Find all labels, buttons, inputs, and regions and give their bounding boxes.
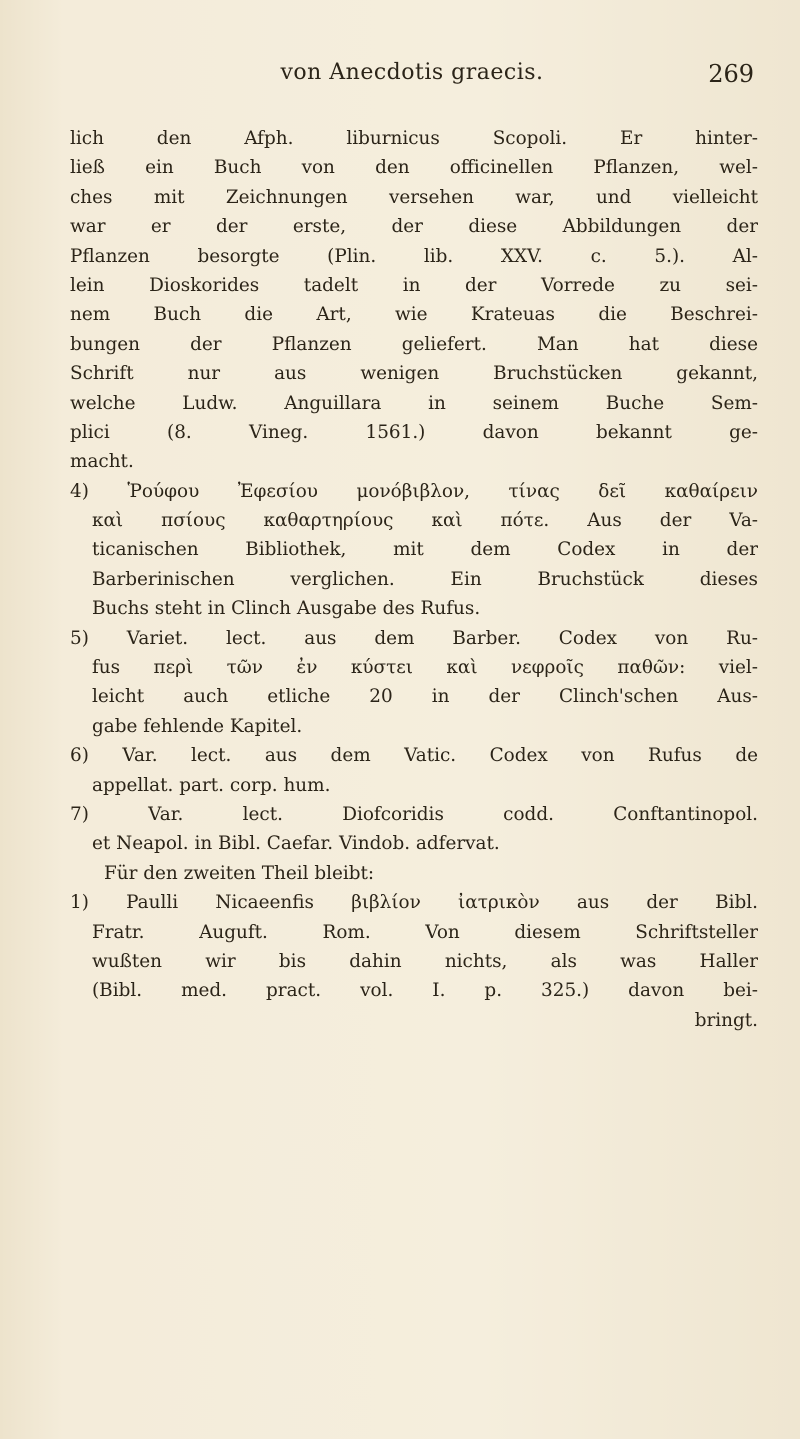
list-item-1: 1) Paulli Nicaeenfis βιβλίον ἰατρικὸν aus der Bibl.: [70, 892, 758, 914]
list-item-7: 7) Var. lect. Diofcoridis codd. Conftantinopol.: [70, 803, 758, 825]
text-line: lich den Afph. liburnicus Scopoli. Er hinter-: [70, 128, 758, 149]
text-line: nem Buch die Art, wie Krateuas die Beschrei-: [70, 304, 758, 326]
list-item-5: 5) Variet. lect. aus dem Barber. Codex von Ru-: [70, 627, 758, 649]
text-line: war er der erste, der diese Abbildungen der: [70, 216, 758, 238]
text-line: Fratr. Auguft. Rom. Von diesem Schriftsteller: [92, 921, 758, 943]
text-line: wußten wir bis dahin nichts, als was Haller: [92, 950, 758, 972]
text-line: leicht auch etliche 20 in der Clinch'schen Aus-: [92, 686, 758, 708]
text-line: welche Ludw. Anguillara in seinem Buche Sem-: [70, 392, 758, 414]
text-line: (Bibl. med. pract. vol. I. p. 325.) davon bei-: [92, 980, 758, 1002]
text-line: macht.: [70, 451, 134, 473]
section-heading: Für den zweiten Theil bleibt:: [104, 862, 375, 884]
running-head: von Anecdotis graecis.: [280, 60, 544, 85]
text-line: plici (8. Vineg. 1561.) davon bekannt ge-: [70, 421, 758, 443]
text-line: lein Dioskorides tadelt in der Vorrede zu sei-: [70, 274, 758, 296]
text-line: Buchs steht in Clinch Ausgabe des Rufus.: [92, 598, 481, 620]
text-line: ließ ein Buch von den officinellen Pflanzen, wel-: [70, 157, 758, 179]
list-item-6: 6) Var. lect. aus dem Vatic. Codex von Rufus de: [70, 745, 758, 767]
text-line: bringt.: [694, 1009, 758, 1031]
text-line: et Neapol. in Bibl. Caefar. Vindob. adfervat.: [92, 833, 500, 855]
list-item-4: 4) Ῥούφου Ἐφεσίου μονόβιβλον, τίνας δεῖ καθαίρειν: [70, 480, 758, 502]
text-line: Barberinischen verglichen. Ein Bruchstück dieses: [92, 568, 758, 590]
body-text: [70, 124, 758, 1035]
text-line: fus περὶ τῶν ἐν κύστει καὶ νεφροῖς παθῶν: viel-: [92, 657, 758, 679]
text-line: Schrift nur aus wenigen Bruchstücken gekannt,: [70, 363, 758, 385]
text-line: gabe fehlende Kapitel.: [92, 715, 303, 737]
text-line: ches mit Zeichnungen versehen war, und vielleicht: [70, 186, 758, 208]
text-line: καὶ πσίους καθαρτηρίους καὶ πότε. Aus der Va-: [92, 510, 758, 532]
text-line: appellat. part. corp. hum.: [92, 774, 331, 796]
text-line: ticanischen Bibliothek, mit dem Codex in der: [92, 539, 758, 561]
text-line: bungen der Pflanzen geliefert. Man hat diese: [70, 333, 758, 355]
text-line: Pflanzen besorgte (Plin. lib. XXV. c. 5.). Al-: [70, 245, 758, 267]
page-header: [70, 60, 754, 100]
page-number: 269: [708, 60, 754, 88]
